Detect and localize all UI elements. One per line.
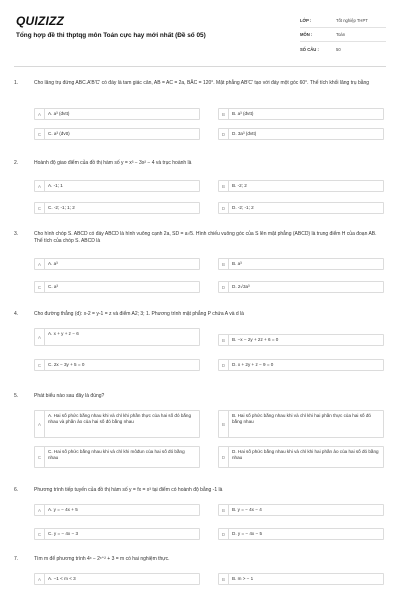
option-a[interactable] xyxy=(34,573,200,585)
option-letter: C xyxy=(35,447,45,467)
option-letter: D xyxy=(219,129,229,139)
option-c[interactable] xyxy=(34,281,200,293)
option-letter: A xyxy=(35,574,45,584)
question-text: Phát biểu nào sau đây là đúng? xyxy=(34,393,105,399)
question-text: Cho đường thẳng (d): x-2 = y-1 = z và điểm A2; 3; 1. Phương trình mặt phẳng P chứa A và d là xyxy=(34,311,244,317)
option-text: C. 2x − 3y + 5 = 0 xyxy=(48,362,85,367)
option-text: C. a³ (đvtt) xyxy=(48,131,70,136)
option-c[interactable] xyxy=(34,128,200,140)
option-letter: B xyxy=(219,109,229,119)
option-a[interactable] xyxy=(34,180,200,192)
option-text: B. m > − 1 xyxy=(232,576,254,581)
option-text: C. Hai số phức bằng nhau khi và chỉ khi môđun của hai số đó bằng nhau xyxy=(48,449,185,460)
option-letter: D xyxy=(219,447,229,467)
option-letter: B xyxy=(219,574,229,584)
option-text: B. a³ (đvtt) xyxy=(232,111,254,116)
option-text: A. a³ (đvtt) xyxy=(48,111,70,116)
option-a[interactable] xyxy=(34,328,200,346)
meta-key: SỐ CÂU : xyxy=(300,46,319,52)
option-c[interactable] xyxy=(34,202,200,214)
question-number: 5. xyxy=(14,393,19,399)
option-letter: C xyxy=(35,203,45,213)
option-c[interactable] xyxy=(34,528,200,540)
option-letter: A xyxy=(35,181,45,191)
option-b[interactable] xyxy=(218,334,384,346)
meta-value: Toán xyxy=(336,32,346,37)
question-text: Cho lăng trụ đứng ABC.A'B'C' có đáy là tam giác cân, AB = AC = 2a, BÂC = 120°. Mặt phẳng AB'C' tạo với đáy một góc 60°. Thể tích khối lăng trụ bằng xyxy=(34,80,370,86)
question-text: Hoành độ giao điểm của đồ thị hàm số y = x³ − 3x² − 4 và trục hoành là xyxy=(34,160,192,166)
option-letter: B xyxy=(219,411,229,437)
option-text: B. y = − 4x − 4 xyxy=(232,507,262,512)
option-a[interactable] xyxy=(34,258,200,270)
option-letter: C xyxy=(35,282,45,292)
header-divider xyxy=(14,66,386,67)
option-letter: D xyxy=(219,529,229,539)
option-text: B. Hai số phức bằng nhau khi và chỉ khi hai phần thực của hai số đó bằng nhau xyxy=(232,413,371,424)
option-c[interactable] xyxy=(34,359,200,371)
option-letter: B xyxy=(219,335,229,345)
document-header xyxy=(16,12,386,60)
option-letter: C xyxy=(35,360,45,370)
option-letter: A xyxy=(35,505,45,515)
option-b[interactable] xyxy=(218,504,384,516)
quizizz-logo: QUIZIZZ xyxy=(16,14,65,28)
meta-value: Tốt nghiệp THPT xyxy=(336,18,368,23)
option-letter: D xyxy=(219,282,229,292)
option-d[interactable] xyxy=(218,528,384,540)
option-text: D. -2; -1; 2 xyxy=(232,205,254,210)
option-letter: A xyxy=(35,109,45,119)
option-letter: C xyxy=(35,529,45,539)
option-text: A. -1; 1 xyxy=(48,183,63,188)
meta-row-class xyxy=(300,14,386,28)
meta-table xyxy=(300,14,386,56)
meta-row-count xyxy=(300,42,386,56)
option-b[interactable] xyxy=(218,573,384,585)
option-text: D. x + 2y + z − 9 = 0 xyxy=(232,362,274,367)
question-text: Cho hình chóp S. ABCD có đáy ABCD là hình vuông cạnh 2a, SD = a√5. Hình chiếu vuông góc của S lên mặt phẳng (ABCD) là trung điểm H của đoạn AB. Thể tích của chóp S. ABCD là xyxy=(34,231,377,244)
option-d[interactable] xyxy=(218,202,384,214)
option-a[interactable] xyxy=(34,410,200,438)
option-letter: D xyxy=(219,360,229,370)
option-text: A. Hai số phức bằng nhau khi và chỉ khi phần thực của hai số đó bằng nhau và phần ảo của hai số đó bằng nhau xyxy=(48,413,192,424)
option-text: A. a³ xyxy=(48,261,58,266)
option-a[interactable] xyxy=(34,504,200,516)
question-number: 4. xyxy=(14,311,19,317)
option-text: C. y = − 4x − 3 xyxy=(48,531,79,536)
question-number: 3. xyxy=(14,231,19,237)
meta-key: LỚP : xyxy=(300,18,312,23)
option-letter: A xyxy=(35,411,45,437)
option-letter: C xyxy=(35,129,45,139)
option-letter: B xyxy=(219,505,229,515)
option-text: D. Hai số phức bằng nhau khi và chỉ khi hai phần ảo của hai số đó bằng nhau xyxy=(232,449,379,460)
question-number: 7. xyxy=(14,556,19,562)
meta-value: 50 xyxy=(336,46,341,52)
meta-key: MÔN : xyxy=(300,32,313,37)
option-text: A. x + y + z − 6 xyxy=(48,331,79,336)
meta-row-subject xyxy=(300,28,386,42)
question-number: 2. xyxy=(14,160,19,166)
option-text: B. -2; 2 xyxy=(232,183,247,188)
option-d[interactable] xyxy=(218,359,384,371)
option-text: D. 3a³ (đvtt) xyxy=(232,131,257,136)
option-text: C. a³ xyxy=(48,284,58,289)
option-text: B. −x − 2y + 2z + 6 = 0 xyxy=(232,337,279,342)
option-text: D. 2√3a³ xyxy=(232,284,250,289)
option-b[interactable] xyxy=(218,108,384,120)
option-b[interactable] xyxy=(218,180,384,192)
document-title: Tổng hợp đề thi thptqg môn Toán cực hay mới nhất (Đề số 05) xyxy=(16,32,206,39)
option-letter: D xyxy=(219,203,229,213)
option-d[interactable] xyxy=(218,446,384,468)
option-text: C. -2; -1; 1; 2 xyxy=(48,205,75,210)
option-letter: B xyxy=(219,181,229,191)
option-letter: B xyxy=(219,259,229,269)
option-text: A. y = − 4x + 5 xyxy=(48,507,78,512)
option-letter: A xyxy=(35,259,45,269)
option-letter: A xyxy=(35,329,45,345)
question-number: 1. xyxy=(14,80,19,86)
option-b[interactable] xyxy=(218,258,384,270)
option-text: D. y = − 4x − 5 xyxy=(232,531,263,536)
option-text: B. a³ xyxy=(232,261,242,266)
option-c[interactable] xyxy=(34,446,200,468)
option-a[interactable] xyxy=(34,108,200,120)
option-d[interactable] xyxy=(218,128,384,140)
option-d[interactable] xyxy=(218,281,384,293)
question-number: 6. xyxy=(14,487,19,493)
question-text: Tìm m để phương trình 4ˣ − 2ˣ⁺² + 3 = m có hai nghiệm thực. xyxy=(34,556,170,562)
option-text: A. −1 < m < 3 xyxy=(48,576,76,581)
option-b[interactable] xyxy=(218,410,384,438)
question-text: Phương trình tiếp tuyến của đồ thị hàm số y = fx = x³ tại điểm có hoành độ bằng -1 là xyxy=(34,487,223,493)
